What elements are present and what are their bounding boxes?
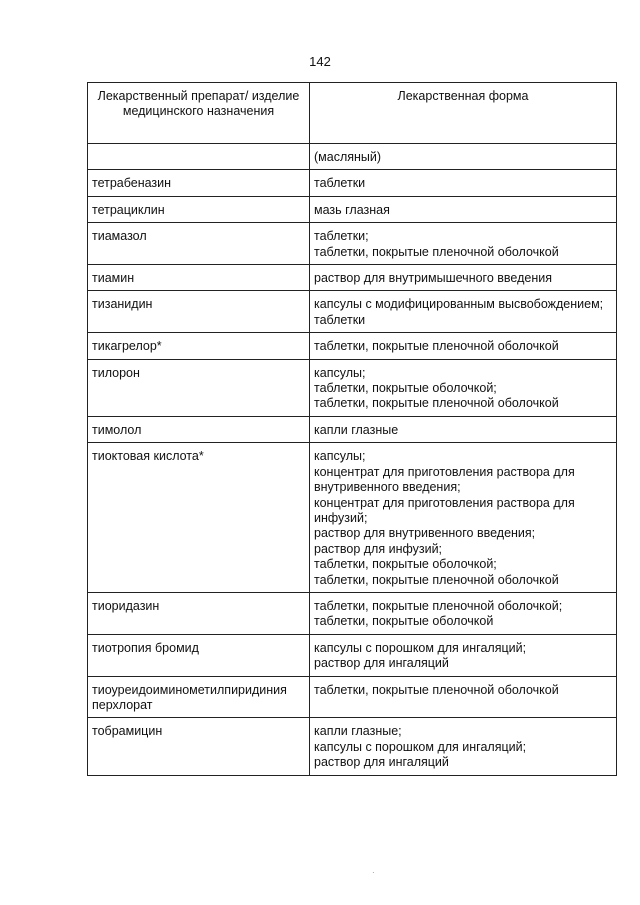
drug-name-cell: тиоридазин bbox=[88, 592, 310, 634]
dosage-form-line: таблетки, покрытые пленочной оболочкой bbox=[314, 396, 559, 411]
dosage-form-cell bbox=[310, 359, 617, 416]
dosage-form-line: концентрат для приготовления раствора для внутривенного введения; bbox=[314, 464, 575, 495]
dosage-form-line: капли глазные; bbox=[314, 724, 402, 739]
table-row bbox=[88, 265, 617, 291]
dosage-form-cell bbox=[310, 265, 617, 291]
dosage-form-cell bbox=[310, 223, 617, 265]
dosage-form-line: мазь глазная bbox=[314, 202, 390, 217]
drug-name-cell: тилорон bbox=[88, 359, 310, 416]
dosage-form-line: таблетки, покрытые оболочкой bbox=[314, 614, 494, 629]
dosage-form-cell bbox=[310, 333, 617, 359]
dosage-form-cell bbox=[310, 592, 617, 634]
drug-name-cell: тобрамицин bbox=[88, 718, 310, 775]
dosage-form-line: таблетки, покрытые пленочной оболочкой bbox=[314, 682, 559, 697]
dosage-form-line: капсулы; bbox=[314, 449, 366, 464]
table-row bbox=[88, 223, 617, 265]
table-row bbox=[88, 144, 617, 170]
dosage-form-cell bbox=[310, 676, 617, 718]
dosage-form-line: таблетки, покрытые оболочкой; bbox=[314, 381, 497, 396]
drug-name-cell: тикагрелор* bbox=[88, 333, 310, 359]
dosage-form-line: раствор для инфузий; bbox=[314, 541, 443, 556]
dosage-form-line: капсулы; bbox=[314, 365, 366, 380]
table-row bbox=[88, 676, 617, 718]
dosage-form-line: таблетки bbox=[314, 176, 366, 191]
table-row bbox=[88, 196, 617, 222]
table-row bbox=[88, 443, 617, 593]
page-number: 142 bbox=[309, 54, 331, 69]
table-row bbox=[88, 718, 617, 775]
table-row bbox=[88, 416, 617, 442]
dosage-form-cell bbox=[310, 634, 617, 676]
table-row bbox=[88, 333, 617, 359]
drug-name-cell bbox=[88, 144, 310, 170]
dosage-form-line: капли глазные bbox=[314, 422, 399, 437]
drug-name-cell: тиамин bbox=[88, 265, 310, 291]
dosage-form-cell bbox=[310, 144, 617, 170]
dosage-form-line: раствор для внутривенного введения; bbox=[314, 526, 536, 541]
drug-name-cell: тиоктовая кислота* bbox=[88, 443, 310, 593]
dosage-form-line: капсулы с порошком для ингаляций; bbox=[314, 739, 527, 754]
drug-name-cell: тетрациклин bbox=[88, 196, 310, 222]
dosage-form-cell bbox=[310, 170, 617, 196]
table-header-row bbox=[88, 83, 617, 144]
dosage-form-line: (масляный) bbox=[314, 150, 382, 164]
dosage-form-line: раствор для ингаляций bbox=[314, 656, 449, 671]
dosage-form-line: раствор для ингаляций bbox=[314, 755, 449, 770]
table-row bbox=[88, 359, 617, 416]
dosage-form-cell bbox=[310, 416, 617, 442]
table-row bbox=[88, 170, 617, 196]
dosage-form-line: таблетки, покрытые пленочной оболочкой; bbox=[314, 598, 563, 613]
dosage-form-line: таблетки bbox=[314, 312, 366, 327]
dosage-form-line: концентрат для приготовления раствора для инфузий; bbox=[314, 495, 575, 525]
column-header-form: Лекарственная форма bbox=[310, 83, 617, 144]
table-body bbox=[88, 144, 617, 776]
dosage-form-cell bbox=[310, 196, 617, 222]
dosage-form-cell bbox=[310, 291, 617, 333]
table-row bbox=[88, 291, 617, 333]
scan-mark: · bbox=[372, 868, 375, 877]
dosage-form-line: капсулы с модифицированным высвобождением; bbox=[314, 297, 604, 312]
drug-table bbox=[87, 82, 617, 776]
dosage-form-line: раствор для внутримышечного введения bbox=[314, 271, 552, 286]
dosage-form-line: таблетки, покрытые оболочкой; bbox=[314, 557, 497, 572]
dosage-form-line: таблетки, покрытые пленочной оболочкой bbox=[314, 572, 559, 587]
dosage-form-line: капсулы с порошком для ингаляций; bbox=[314, 640, 527, 655]
dosage-form-line: таблетки; bbox=[314, 229, 369, 244]
dosage-form-line: таблетки, покрытые пленочной оболочкой bbox=[314, 339, 559, 354]
table-row bbox=[88, 634, 617, 676]
drug-name-cell: тиотропия бромид bbox=[88, 634, 310, 676]
drug-name-cell: тиамазол bbox=[88, 223, 310, 265]
dosage-form-line: таблетки, покрытые пленочной оболочкой bbox=[314, 244, 559, 259]
table-row bbox=[88, 592, 617, 634]
drug-name-cell: тимолол bbox=[88, 416, 310, 442]
dosage-form-cell bbox=[310, 443, 617, 593]
drug-name-cell: тиоуреидоиминометилпиридиния перхлорат bbox=[88, 676, 310, 718]
column-header-drug: Лекарственный препарат/ изделие медицинского назначения bbox=[88, 83, 310, 144]
drug-name-cell: тизанидин bbox=[88, 291, 310, 333]
dosage-form-cell bbox=[310, 718, 617, 775]
drug-name-cell: тетрабеназин bbox=[88, 170, 310, 196]
